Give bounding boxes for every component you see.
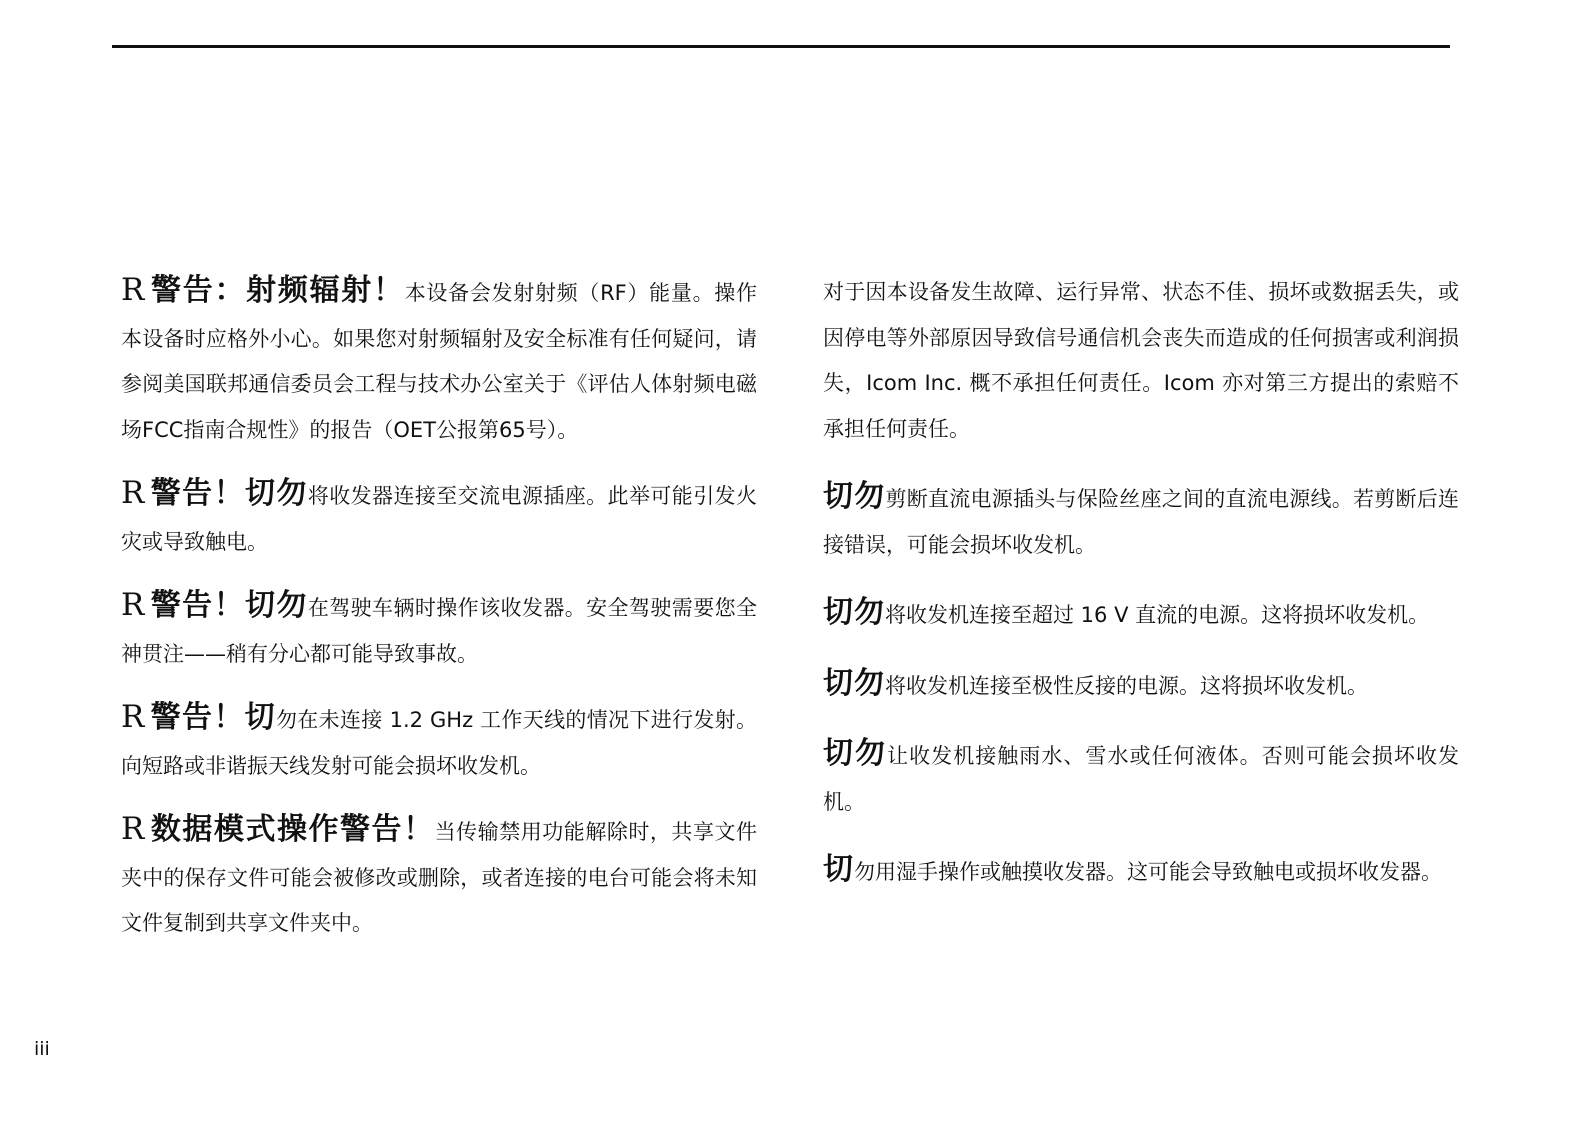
warning-body: 本设备会发射射频（RF）能量。操作本设备时应格外小心。如果您对射频辐射及安全标准有任何疑问，请参阅美国联邦通信委员会工程与技术办公室关于《评估人体射频电磁场FCC指南合规性》的报告（OET公报第65号）。 [121,281,758,442]
warning-heading: 警告！切勿 [150,588,308,623]
caution-heading: 切 [823,852,854,887]
warning-body: 在驾驶车辆时操作该收发器。安全驾驶需要您全神贯注——稍有分心都可能导致事故。 [121,596,758,666]
warning-body: 当传输禁用功能解除时，共享文件夹中的保存文件可能会被修改或删除，或者连接的电台可能会将未知文件复制到共享文件夹中。 [121,820,758,935]
caution-heading: 切勿 [823,595,885,630]
warning-ac-outlet [121,471,757,565]
caution-wet-hands [823,847,1459,896]
page-number: iii [34,1038,50,1060]
right-column [823,270,1459,918]
caution-polarity [823,661,1459,710]
left-column [121,268,757,965]
caution-body: 让收发机接触雨水、雪水或任何液体。否则可能会损坏收发机。 [823,744,1460,814]
disclaimer-paragraph [823,270,1459,452]
caution-heading: 切勿 [823,736,888,771]
warning-marker: R [121,699,145,735]
warning-marker: R [121,587,145,623]
disclaimer-body: 对于因本设备发生故障、运行异常、状态不佳、损坏或数据丢失，或因停电等外部原因导致信号通信机会丧失而造成的任何损害或利润损失，Icom Inc. 概不承担任何责任。Icom 亦对第三方提出的索赔不承担任何责任。 [823,280,1459,441]
warning-marker: R [121,475,145,511]
caution-body: 剪断直流电源插头与保险丝座之间的直流电源线。若剪断后连接错误，可能会损坏收发机。 [823,487,1459,557]
warning-antenna [121,695,757,789]
caution-body: 将收发机连接至超过 16 V 直流的电源。这将损坏收发机。 [885,603,1430,627]
caution-voltage [823,590,1459,639]
warning-driving [121,583,757,677]
warning-heading: 数据模式操作警告！ [150,812,435,847]
warning-heading: 警告！切 [150,700,276,735]
caution-dc-cable [823,474,1459,568]
warning-body: 将收发器连接至交流电源插座。此举可能引发火灾或导致触电。 [121,484,758,554]
caution-heading: 切勿 [823,665,885,701]
caution-liquids [823,731,1459,825]
warning-heading: 警告！切勿 [150,476,308,511]
caution-body: 将收发机连接至极性反接的电源。这将损坏收发机。 [885,673,1368,698]
warning-marker: R [121,811,145,847]
warning-marker: R [121,272,145,308]
warning-data-mode [121,807,757,947]
warning-rf-radiation [121,268,757,453]
caution-body: 勿用湿手操作或触摸收发器。这可能会导致触电或损坏收发器。 [854,860,1442,884]
warning-heading: 警告：射频辐射！ [150,273,405,308]
warning-body: 勿在未连接 1.2 GHz 工作天线的情况下进行发射。向短路或非谐振天线发射可能会损坏收发机。 [121,708,758,778]
caution-heading: 切勿 [823,479,886,514]
top-rule [112,45,1450,48]
